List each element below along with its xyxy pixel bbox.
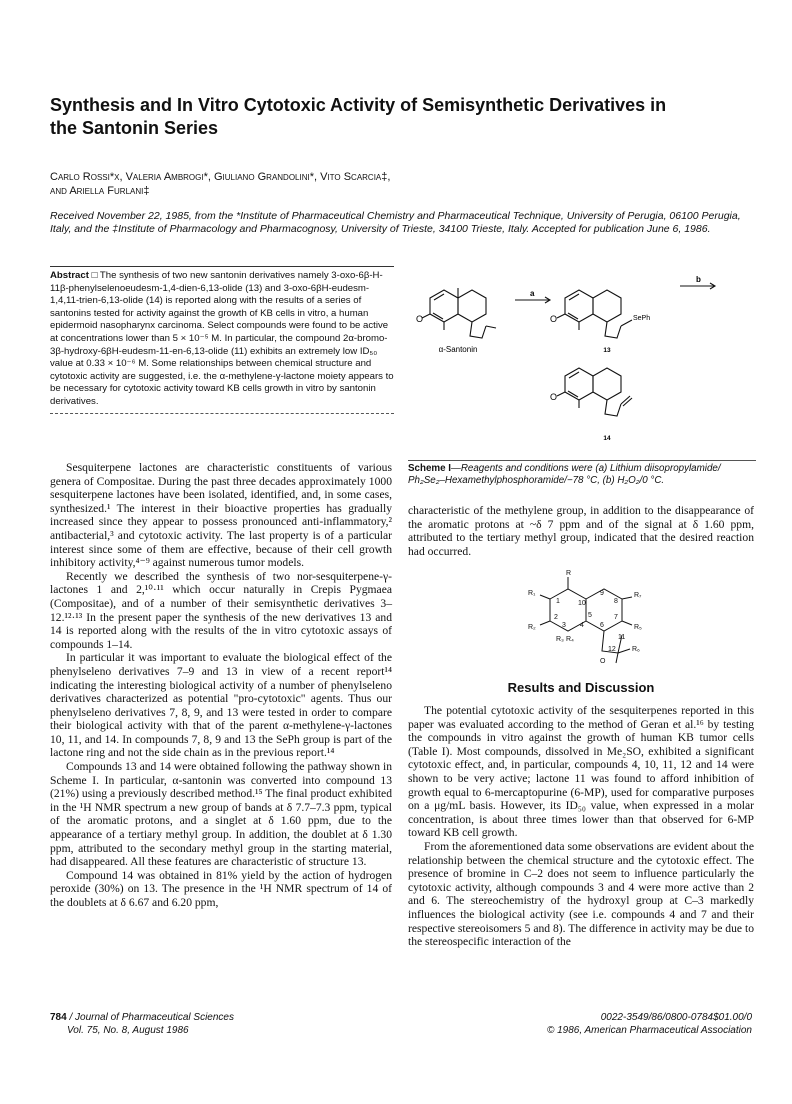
reaction-scheme (400, 276, 750, 446)
atom-10: 10 (578, 600, 586, 607)
journal-name: / Journal of Pharmaceutical Sciences (66, 1012, 234, 1023)
atom-5: 5 (588, 612, 592, 619)
abstract-box (50, 266, 394, 414)
left-paragraph: Recently we described the synthesis of two nor-sesquiterpene-γ-lactones 1 and 2,¹⁰·¹¹ which occur naturally in Crepis Pygmaea (Compositae), and of a number of their semisynthetic derivatives 3–12.¹²·¹³ In the present paper the synthesis of the new derivatives 13 and 14 is reported along with the results of the in vitro cytotoxic assays of compounds 1–14. (50, 569, 392, 651)
santonin-structure (422, 288, 496, 338)
received-affiliation-note: Received November 22, 1985, from the *Institute of Pharmaceutical Chemistry and Pharmaceutical Technique, University of Perugia, 06100 Perugia, Italy, and the ‡Institute of Pharmacology and Pharmacognosy, University of Trieste, 34100 Trieste, Italy. Accepted for publication June 6, 1986. (50, 210, 741, 235)
left-paragraph: Compound 14 was obtained in 81% yield by the action of hydrogen peroxide (30%) on 13. The presence in the ¹H NMR spectrum of 14 of the doublets at δ 6.67 and 6.20 ppm, (50, 868, 392, 909)
label-r6: R₆ (632, 646, 640, 653)
footer-copyright (452, 1012, 752, 1037)
arrow-b-label: b (696, 276, 701, 284)
author-line-2: and Ariella Furlani‡ (50, 185, 150, 197)
label-r4: R₄ (566, 636, 574, 643)
atom-3: 3 (562, 622, 566, 629)
compound-14-structure (557, 368, 632, 416)
scheme-caption-label: Scheme I (408, 463, 452, 474)
journal-volume: Vol. 75, No. 8, August 1986 (67, 1024, 189, 1036)
right-paragraph: The potential cytotoxic activity of the sesquiterpenes reported in this paper was evaluated according to the method of Geran et al.¹⁶ by testing the compounds in vitro against the growth of human KB tumor cells (Table I). Most compounds, dissolved in Me₂SO, exhibited a significant cytotoxic effect, and, in particular, compounds 4, 10, 11, 12 and 14 were shown to be very active; lactone 11 was found to afford inhibition of growth equal to 6-mercaptopurine (6-MP), used for comparative purposes on a μg/mL basis. However, its ID₅₀ value, when expressed in a molar concentration, is about three times lower than that observed for 6-MP toward KB cell growth. (408, 704, 754, 840)
scheme-caption-text: —Reagents and conditions were (a) Lithium diisopropylamide/ Ph₂Se₂–Hexamethylphosphoramide/−78 °C, (b) H₂O₂/0 °C. (408, 463, 721, 487)
label-r3: R₃ (556, 636, 564, 643)
label-r5: R₅ (634, 624, 642, 631)
scheme-caption (408, 460, 756, 488)
atom-o: O (600, 658, 606, 665)
atom-4: 4 (580, 622, 584, 629)
atom-1: 1 (556, 598, 560, 605)
atom-12: 12 (608, 646, 616, 653)
right-paragraph: From the aforementioned data some observations are evident about the relationship between the chemical structure and the cytotoxic effect. The presence of bromine in C–2 does not seem to influence particularly the cytotoxic activity, although compounds 3 and 4 were more active than 2 and 6. The stereochemistry of the hydroxyl group at C–3 markedly influences the biological activity (see i.e. compounds 4 and 7 and their respective stereoisomers 5 and 8). The difference in activity may be due to the stereospecific interaction of the (408, 839, 754, 949)
right-column-body (408, 704, 754, 949)
left-paragraph: In particular it was important to evaluate the biological effect of the phenylseleno derivatives 7–9 and 13 in view of a recent report¹⁴ indicating the interesting biological activity of a number of phenylseleno derivatives characterized as potential "pro-cytotoxic" agents. Thus our phenylseleno derivatives 7, 8, 9, and 13 were tested in order to compare their biological activity with that of the parent α-methylene-γ-lactones 10, 11, and 14. In compounds 7, 8, 9 and 13 the SePh group is part of the lactone ring and not the side chain as in the previous report.¹⁴ (50, 651, 392, 760)
atom-2: 2 (554, 614, 558, 621)
abstract-text: □ The synthesis of two new santonin derivatives namely 3-oxo-6β-H-11β-phenylselenoeudesm-1,4-dien-6,13-olide (13) and 3-oxo-6βH-eudesm-1,4,11-trien-6,13-olide (14) is reported along with the results of a series of santonins tested for activity against the growth of KB cells in vitro, a human epidermoid nasopharynx carcinoma. Select compounds were found to be active at concentrations lower than 5 × 10⁻⁵ M. In particular, the compound 2α-bromo-3β-hydroxy-6βH-eudesm-11-en-6,13-olide (11) exhibits an extremely low ID₅₀ value at 0.33 × 10⁻⁶ M. Some relationships between chemical structure and cytotoxic activity are suggested, i.e. the α-methylene-γ-lactone moiety appears to be necessary for cytotoxic activity toward KB cells growth in vitro by santonin derivatives. (50, 270, 394, 407)
article-title: Synthesis and In Vitro Cytotoxic Activity of Semisynthetic Derivatives in the Santonin Series (50, 95, 667, 138)
label-r2: R₂ (528, 624, 536, 631)
author-line-1: Carlo Rossi*x, Valeria Ambrogi*, Giuliano Grandolini*, Vito Scarcia‡, (50, 171, 391, 183)
left-paragraph: Compounds 13 and 14 were obtained following the pathway shown in Scheme I. In particular, α-santonin was converted into compound 13 (21%) using a previously described method.¹⁵ The final product exhibited in the ¹H NMR spectrum a new group of bands at δ 7.7–7.3 ppm, typical of the aromatic protons, and a singlet at δ 1.60 ppm, due to the appearance of a tertiary methyl group. In addition, the doublet at δ 1.30 ppm, attributed to the secondary methyl group in the starting material, had disappeared. All these features are characteristic of structure 13. (50, 760, 392, 869)
page-number: 784 (50, 1012, 67, 1023)
compound-14-label: 14 (603, 435, 611, 442)
c13-keto-o: O (550, 314, 558, 324)
general-structure-diagram (500, 567, 700, 679)
footer-journal (50, 1012, 234, 1037)
seph-label: SePh (633, 315, 651, 322)
atom-6: 6 (600, 622, 604, 629)
right-paragraph: characteristic of the methylene group, in addition to the disappearance of the aromatic protons at ~δ 7 ppm and of the signal at δ 1.60 ppm, attributed to the tertiary methyl group, indicated that the desired reaction had occurred. (408, 504, 754, 558)
arrow-a-label: a (530, 289, 535, 298)
atom-9: 9 (600, 590, 604, 597)
santonin-label: α-Santonin (438, 345, 478, 354)
c14-keto-o: O (550, 392, 558, 402)
abstract-label: Abstract (50, 270, 89, 281)
left-paragraph: Sesquiterpene lactones are characteristic constituents of various genera of Compositae. During the past three decades approximately 1000 sesquiterpene lactones have been isolated, identified, and, in some cases, synthesized.¹ The interest in their bioactive properties has gradually increased since they appear to possess pronounced anti-inflammatory,² antibacterial,³ and cytotoxic activity. The last property is of a particular interest since some of them are effective, because of their cell growth inhibitory activity,⁴⁻⁹ against numerous tumor models. (50, 461, 392, 570)
label-r7: R₇ (634, 592, 642, 599)
copyright-line: © 1986, American Pharmaceutical Association (546, 1024, 752, 1036)
atom-7: 7 (614, 614, 618, 621)
atom-8: 8 (614, 598, 618, 605)
santonin-keto-o: O (416, 314, 424, 324)
compound-13-label: 13 (603, 347, 611, 354)
label-r1: R₁ (528, 590, 536, 597)
atom-11: 11 (618, 634, 626, 641)
article-code: 0022-3549/86/0800-0784$01.00/0 (600, 1012, 752, 1023)
right-column-top (408, 504, 754, 558)
compound-13-structure (557, 290, 632, 338)
left-column-body (50, 461, 392, 910)
section-heading: Results and Discussion (507, 680, 655, 695)
author-list (50, 170, 750, 198)
label-r: R (566, 570, 572, 577)
